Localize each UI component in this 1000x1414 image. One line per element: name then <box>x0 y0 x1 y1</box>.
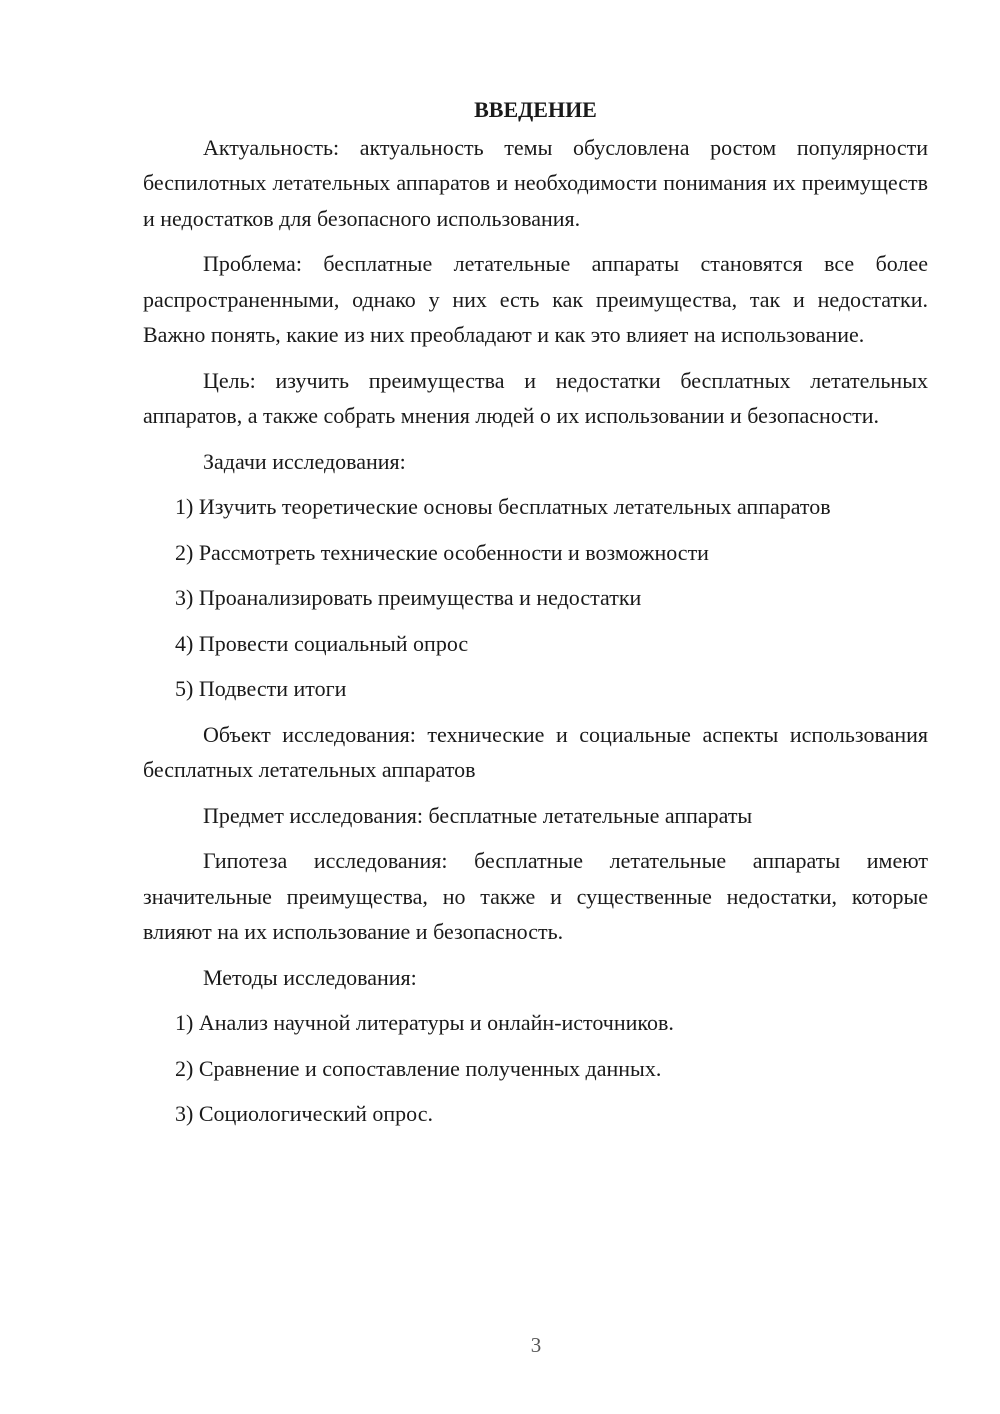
section-heading: ВВЕДЕНИЕ <box>474 97 597 122</box>
problem-paragraph: Проблема: бесплатные летательные аппараты становятся все более распространенными, однако у них есть как преимущества, так и недостатки. Важно понять, какие из них преобладают и как это влияет на использование. <box>143 251 928 347</box>
tasks-title: Задачи исследования: <box>203 448 406 474</box>
task-item: 3) Проанализировать преимущества и недостатки <box>175 585 642 610</box>
relevance-paragraph: Актуальность: актуальность темы обусловлена ростом популярности беспилотных летательных аппаратов и необходимости понимания их преимуществ и недостатков для безопасного использования. <box>143 134 928 231</box>
subject-paragraph: Предмет исследования: бесплатные летательные аппараты <box>203 802 753 828</box>
hypothesis-paragraph: Гипотеза исследования: бесплатные летательные аппараты имеют значительные преимущества, но также и существенные недостатки, которые влияют на их использование и безопасность. <box>143 848 928 944</box>
page-content <box>143 92 928 1142</box>
method-item: 3) Социологический опрос. <box>175 1101 433 1126</box>
page-number: 3 <box>530 1333 542 1357</box>
task-item: 5) Подвести итоги <box>175 676 347 701</box>
method-item: 2) Сравнение и сопоставление полученных данных. <box>175 1055 662 1081</box>
method-item: 1) Анализ научной литературы и онлайн-источников. <box>175 1010 674 1035</box>
task-item: 4) Провести социальный опрос <box>175 630 469 656</box>
goal-paragraph: Цель: изучить преимущества и недостатки бесплатных летательных аппаратов, а также собрать мнения людей о их использовании и безопасности. <box>143 367 928 428</box>
object-paragraph: Объект исследования: технические и социальные аспекты использования бесплатных летательных аппаратов <box>143 721 928 782</box>
task-item: 1) Изучить теоретические основы бесплатных летательных аппаратов <box>175 494 831 519</box>
task-item: 2) Рассмотреть технические особенности и возможности <box>175 539 709 565</box>
methods-title: Методы исследования: <box>203 964 417 990</box>
